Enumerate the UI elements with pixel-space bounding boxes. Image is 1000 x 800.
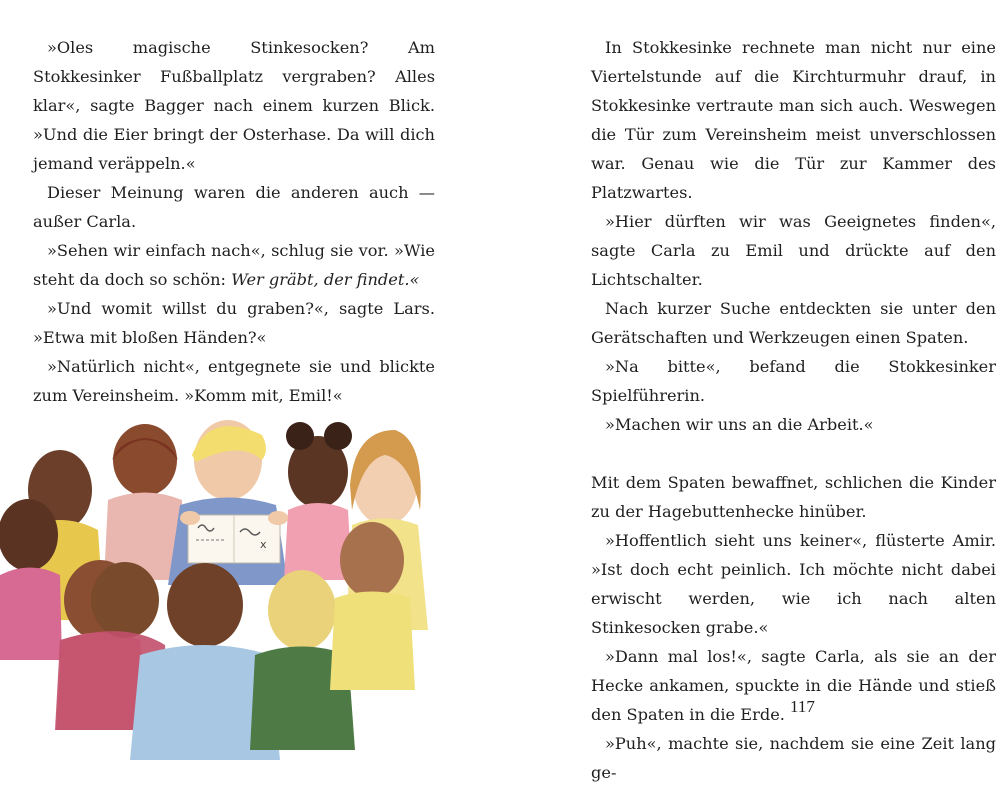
paragraph: »Natürlich nicht«, entgegnete sie und blickte zum Vereinsheim. »Komm mit, Emil!« <box>33 357 435 405</box>
left-text-column <box>33 33 435 410</box>
paragraph-text: »Sehen wir einfach nach«, schlug sie vor. »Wie steht da doch so schön: <box>33 241 435 289</box>
italic-quote: Wer gräbt, der findet.« <box>231 270 420 289</box>
paragraph-with-quote <box>33 236 435 294</box>
paragraph: »Na bitte«, befand die Stokkesinker Spielführerin. <box>591 357 996 405</box>
right-page <box>560 0 1000 800</box>
paragraph: »Hier dürften wir was Geeignetes finden«, sagte Carla zu Emil und drückte auf den Lichtschalter. <box>591 212 996 289</box>
paragraph: »Hoffentlich sieht uns keiner«, flüsterte Amir. »Ist doch echt peinlich. Ich möchte nicht dabei erwischt werden, wie ich nach alten Stinkesocken grabe.« <box>591 531 996 637</box>
paragraph: »Oles magische Stinkesocken? Am Stokkesinker Fußballplatz vergraben? Alles klar«, sagte Bagger nach einem kurzen Blick. »Und die Eier bringt der Osterhase. Da will dich jemand veräppeln.« <box>33 38 435 173</box>
page-number: 117 <box>790 697 815 716</box>
treasure-map <box>188 515 280 563</box>
paragraph: »Puh«, machte sie, nachdem sie eine Zeit lang ge- <box>591 734 996 782</box>
paragraph: »Und womit willst du graben?«, sagte Lars. »Etwa mit bloßen Händen?« <box>33 299 435 347</box>
child-front-left <box>0 499 62 660</box>
paragraph: Dieser Meinung waren die anderen auch — außer Carla. <box>33 183 435 231</box>
map-x-mark: x <box>260 538 267 551</box>
right-text-column <box>591 33 996 787</box>
paragraph: »Dann mal los!«, sagte Carla, als sie an der Hecke ankamen, spuckte in die Hände und stieß den Spaten in die Erde. <box>591 647 996 724</box>
paragraph: Mit dem Spaten bewaffnet, schlichen die Kinder zu der Hagebuttenhecke hinüber. <box>591 473 996 521</box>
children-looking-at-map-illustration <box>0 400 450 760</box>
left-page <box>0 0 470 800</box>
paragraph: In Stokkesinke rechnete man nicht nur eine Viertelstunde auf die Kirchturmuhr drauf, in Stokkesinke vertraute man sich auch. Weswegen die Tür zum Vereinsheim meist unverschlossen war. Genau wie die Tür zur Kammer des Platzwartes. <box>591 38 996 202</box>
paragraph: Nach kurzer Suche entdeckten sie unter den Gerätschaften und Werkzeugen einen Spaten. <box>591 299 996 347</box>
paragraph: »Machen wir uns an die Arbeit.« <box>605 415 874 434</box>
